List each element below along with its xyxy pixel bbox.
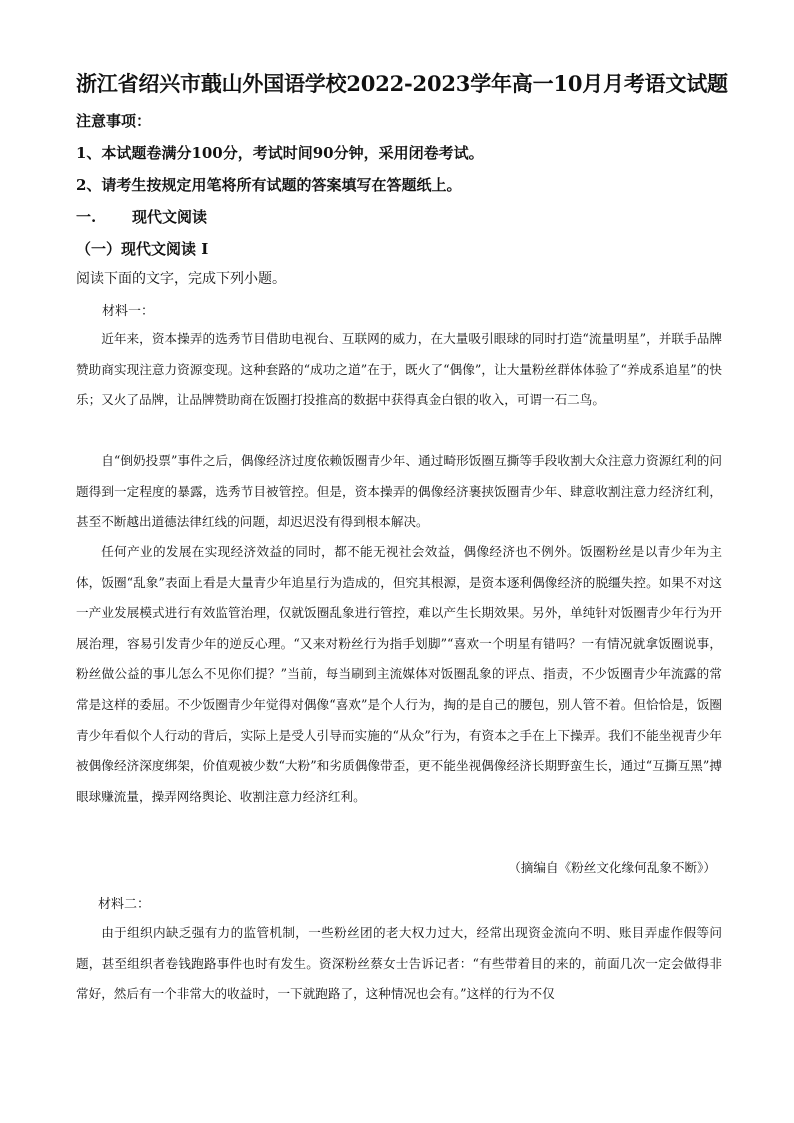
material-1-paragraph-1: 近年来，资本操弄的选秀节目借助电视台、互联网的威力，在大量吸引眼球的同时打造“流量明星”，并联手品牌赞助商实现注意力资源变现。这种套路的“成功之道”在于，既火了“偶像”，让大量粉丝群体体验了“养成系追星”的快乐；又火了品牌，让品牌赞助商在饭圈打投推高的数据中获得真金白银的收入，可谓一石二鸟。 bbox=[76, 331, 722, 408]
material-1-paragraph-2: 自“倒奶投票”事件之后，偶像经济过度依赖饭圈青少年、通过畸形饭圈互撕等手段收割大众注意力资源红利的问题得到一定程度的暴露，选秀节目被管控。但是，资本操弄的偶像经济裹挟饭圈青少年、肆意收割注意力经济红利，甚至不断越出道德法律红线的问题，却迟迟没有得到根本解决。 bbox=[76, 453, 722, 530]
subsection-title: （一）现代文阅读 I bbox=[76, 240, 209, 258]
material-1-source: （摘编自《粉丝文化缘何乱象不断》） bbox=[508, 860, 716, 875]
material-1-label: 材料一： bbox=[102, 304, 155, 319]
section-heading bbox=[76, 206, 207, 227]
section-title: 现代文阅读 bbox=[132, 208, 208, 226]
section-number: 一. bbox=[76, 208, 97, 226]
page-title: 浙江省绍兴市蕺山外国语学校2022-2023学年高一10月月考语文试题 bbox=[76, 71, 728, 96]
material-2-paragraph-1: 由于组织内缺乏强有力的监管机制，一些粉丝团的老大权力过大，经常出现资金流向不明、账目弄虚作假等问题，甚至组织者卷钱跑路事件也时有发生。资深粉丝蔡女士告诉记者：“有些带着目的来的，前面几次一定会做得非常好，然后有一个非常大的收益时，一下就跑路了，这种情况也会有。”这样的行为不仅 bbox=[76, 925, 722, 1002]
notice-item-1: 1、本试题卷满分100分，考试时间90分钟，采用闭卷考试。 bbox=[76, 144, 484, 162]
material-1-paragraph-3: 任何产业的发展在实现经济效益的同时，都不能无视社会效益，偶像经济也不例外。饭圈粉丝是以青少年为主体，饭圈“乱象”表面上看是大量青少年追星行为造成的，但究其根源，是资本逐利偶像经济的脱缰失控。如果不对这一产业发展模式进行有效监管治理，仅就饭圈乱象进行管控，难以产生长期效果。另外，单纯针对饭圈青少年行为开展治理，容易引发青少年的逆反心理。“又来对粉丝行为指手划脚”“喜欢一个明星有错吗？一有情况就拿饭圈说事，粉丝做公益的事儿怎么不见你们提？”当前，每当刷到主流媒体对饭圈乱象的评点、指责，不少饭圈青少年流露的常常是这样的委屈。不少饭圈青少年觉得对偶像“喜欢”是个人行为，掏的是自己的腰包，别人管不着。但恰恰是，饭圈青少年看似个人行动的背后，实际上是受人引导而实施的“从众”行为，有资本之手在上下操弄。我们不能坐视青少年被偶像经济深度绑架，价值观被少数“大粉”和劣质偶像带歪，更不能坐视偶像经济长期野蛮生长，通过“互撕互黑”搏眼球赚流量，操弄网络舆论、收割注意力经济红利。 bbox=[76, 544, 722, 804]
material-2-label: 材料二： bbox=[98, 897, 151, 912]
notice-item-2: 2、请考生按规定用笔将所有试题的答案填写在答题纸上。 bbox=[76, 176, 462, 194]
notice-heading: 注意事项： bbox=[76, 112, 152, 130]
reading-instruction: 阅读下面的文字，完成下列小题。 bbox=[76, 271, 286, 287]
